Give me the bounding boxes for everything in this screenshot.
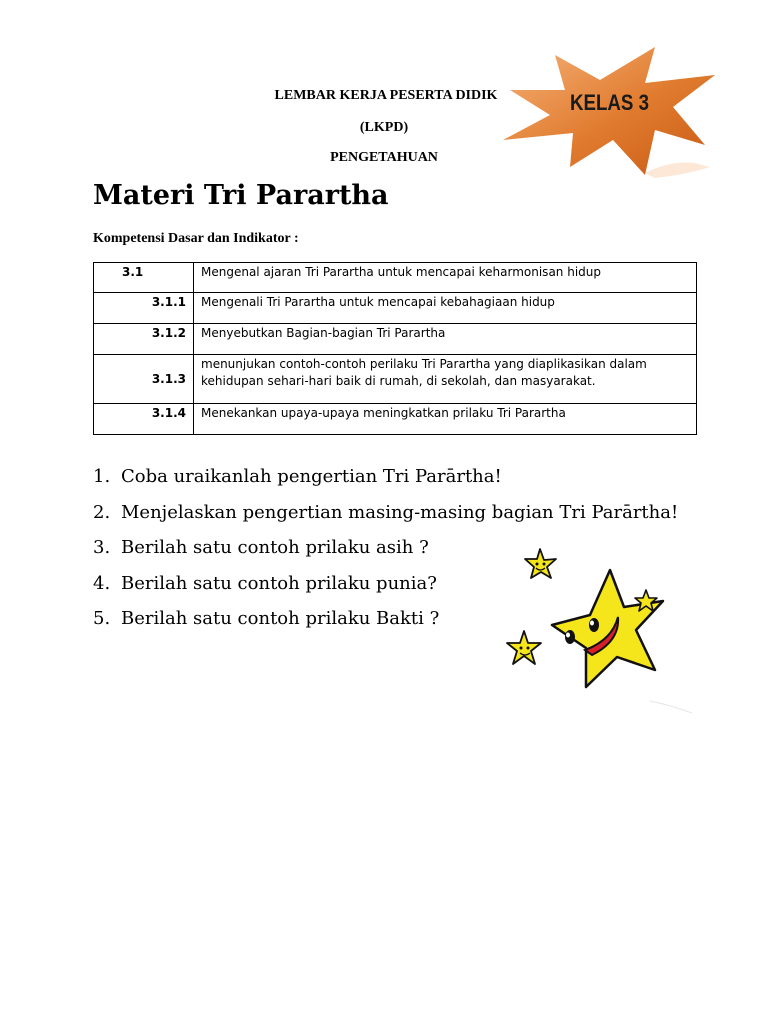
indicator-code: 3.1.1 xyxy=(94,293,194,324)
question-text: Berilah satu contoh prilaku Bakti ? xyxy=(121,608,440,629)
competency-table xyxy=(93,262,697,435)
small-star-icon xyxy=(525,549,556,578)
indicator-code: 3.1.3 xyxy=(94,355,194,404)
question-text: Menjelaskan pengertian masing-masing bagian Tri Parārtha! xyxy=(121,501,679,523)
question-text: Coba uraikanlah pengertian Tri Parārtha! xyxy=(121,466,502,487)
table-row xyxy=(94,263,697,293)
indicator-code: 3.1 xyxy=(94,263,194,293)
question-text: Berilah satu contoh prilaku punia? xyxy=(121,572,437,594)
smiling-stars-icon xyxy=(500,545,700,715)
table-row xyxy=(94,324,697,355)
small-star-icon xyxy=(507,631,541,664)
indicator-code: 3.1.4 xyxy=(94,404,194,435)
table-row xyxy=(94,293,697,324)
indicator-text: menunjukan contoh-contoh perilaku Tri Parartha yang diaplikasikan dalam kehidupan sehari-hari baik di rumah, di sekolah, dan masyarakat. xyxy=(194,355,697,404)
question-number: 3. xyxy=(93,537,111,558)
table-row xyxy=(94,355,697,404)
question-number: 4. xyxy=(93,572,111,594)
page-title: Materi Tri Parartha xyxy=(93,180,389,211)
question-number: 2. xyxy=(93,501,111,523)
question-number: 1. xyxy=(93,466,111,487)
competency-heading: Kompetensi Dasar dan Indikator : xyxy=(93,231,299,246)
indicator-text: Menekankan upaya-upaya meningkatkan prilaku Tri Parartha xyxy=(194,404,697,435)
header-title: LEMBAR KERJA PESERTA DIDIK xyxy=(274,88,498,103)
header-subtitle: (LKPD) xyxy=(359,120,409,135)
indicator-text: Menyebutkan Bagian-bagian Tri Parartha xyxy=(194,324,697,355)
big-star-icon xyxy=(552,570,663,687)
question-text: Berilah satu contoh prilaku asih ? xyxy=(121,537,429,558)
indicator-code: 3.1.2 xyxy=(94,324,194,355)
list-item xyxy=(93,466,678,502)
indicator-text: Mengenali Tri Parartha untuk mencapai kebahagiaan hidup xyxy=(194,293,697,324)
indicator-text: Mengenal ajaran Tri Parartha untuk mencapai keharmonisan hidup xyxy=(194,263,697,293)
question-number: 5. xyxy=(93,608,111,629)
table-row xyxy=(94,404,697,435)
class-badge-label: KELAS 3 xyxy=(570,90,649,115)
list-item xyxy=(93,502,678,538)
header-category: PENGETAHUAN xyxy=(330,150,438,165)
